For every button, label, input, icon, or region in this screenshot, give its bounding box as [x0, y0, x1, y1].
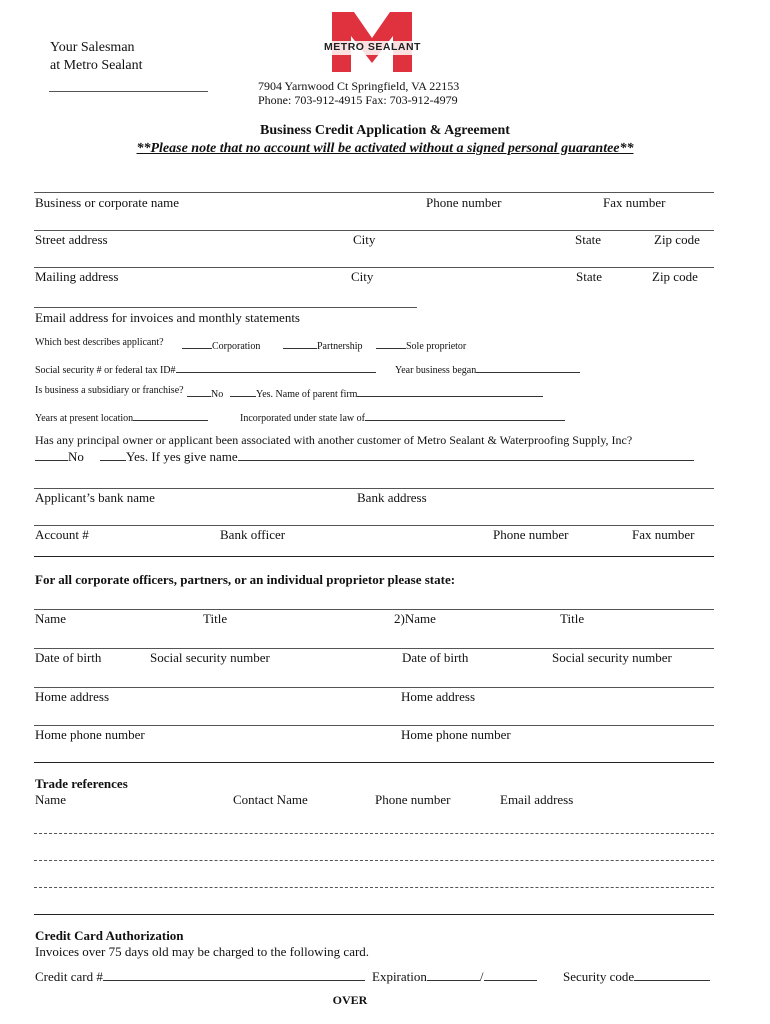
mailing-city-label: City [351, 269, 374, 284]
expiration-slash: / [479, 969, 484, 984]
trade-name-label: Name [35, 792, 67, 807]
year-began-label: Year business began [395, 365, 477, 376]
trade-email-label: Email address [500, 792, 574, 807]
business-name-label: Business or corporate name [35, 195, 180, 210]
company-address: 7904 Yarnwood Ct Springfield, VA 22153 [258, 79, 460, 93]
city-label: City [353, 232, 376, 247]
business-name-line[interactable] [34, 192, 714, 193]
bank-name-line[interactable] [34, 488, 714, 489]
years-location-label: Years at present location [35, 413, 134, 424]
section-divider-bank [34, 556, 714, 557]
credit-card-heading: Credit Card Authorization [35, 928, 184, 943]
credit-card-number-field[interactable] [35, 969, 365, 985]
trade-row-line-1[interactable] [34, 833, 714, 834]
partnership-option[interactable] [283, 337, 363, 352]
bank-address-label: Bank address [357, 490, 427, 505]
security-code-label: Security code [563, 969, 635, 984]
expiration-field[interactable] [372, 969, 537, 985]
bank-officer-label: Bank officer [220, 527, 286, 542]
bank-account-line[interactable] [34, 525, 714, 526]
officer-name-line[interactable] [34, 609, 714, 610]
parent-firm-field[interactable] [230, 385, 543, 400]
tax-id-label: Social security # or federal tax ID# [35, 365, 176, 376]
section-divider-officers [34, 762, 714, 763]
over-footer: OVER [332, 993, 368, 1007]
officer-home-line[interactable] [34, 687, 714, 688]
credit-card-number-label: Credit card # [35, 969, 103, 984]
incorporated-field[interactable] [240, 409, 565, 424]
mailing-state-label: State [576, 269, 602, 284]
trade-phone-label: Phone number [375, 792, 451, 807]
officer-name-label: Name [35, 611, 67, 626]
subsidiary-no-label: No [211, 389, 224, 400]
association-question: Has any principal owner or applicant been associated with another customer of Metro Sealant & Waterproofing Supply, Inc? [35, 433, 633, 447]
sole-proprietor-label: Sole proprietor [406, 341, 467, 352]
security-code-field[interactable] [563, 969, 710, 985]
officer-title-label: Title [203, 611, 228, 626]
partnership-label: Partnership [317, 341, 363, 352]
subsidiary-question: Is business a subsidiary or franchise? [35, 385, 184, 396]
parent-firm-label: Yes. Name of parent firm [256, 389, 358, 400]
officer-phone-label: Home phone number [35, 727, 145, 742]
corporation-label: Corporation [212, 341, 261, 352]
business-fax-label: Fax number [603, 195, 666, 210]
officer-dob-label: Date of birth [35, 650, 102, 665]
bank-fax-label: Fax number [632, 527, 695, 542]
association-yes-field[interactable] [100, 449, 694, 465]
business-phone-label: Phone number [426, 195, 502, 210]
expiration-label: Expiration [372, 969, 427, 984]
trade-row-line-3[interactable] [34, 887, 714, 888]
officer-phone-line[interactable] [34, 725, 714, 726]
bank-name-label: Applicant’s bank name [35, 490, 155, 505]
subsidiary-no-option[interactable] [187, 385, 223, 400]
officer-ssn-label: Social security number [150, 650, 270, 665]
trade-heading: Trade references [35, 776, 128, 791]
officer2-name-label: 2)Name [394, 611, 436, 626]
guarantee-notice: **Please note that no account will be activated without a signed personal guarantee** [136, 141, 634, 156]
officer2-dob-label: Date of birth [402, 650, 469, 665]
state-label: State [575, 232, 601, 247]
tax-id-field[interactable] [35, 361, 376, 376]
logo-text: METRO SEALANT [324, 41, 421, 53]
officer2-home-label: Home address [401, 689, 476, 704]
section-divider-trade [34, 914, 714, 915]
email-label: Email address for invoices and monthly statements [35, 310, 300, 325]
corporation-option[interactable] [182, 337, 260, 352]
metro-sealant-logo [305, 8, 440, 72]
zip-label: Zip code [654, 232, 700, 247]
sole-proprietor-option[interactable] [376, 337, 466, 352]
officer-home-label: Home address [35, 689, 110, 704]
years-location-field[interactable] [35, 409, 208, 424]
officer-dob-line[interactable] [34, 648, 714, 649]
association-no-option[interactable] [35, 449, 84, 465]
salesman-blank[interactable] [49, 91, 208, 92]
association-yes-label: Yes. If yes give name [126, 449, 238, 464]
salesman-label-line2: at Metro Sealant [50, 58, 143, 73]
officer2-ssn-label: Social security number [552, 650, 672, 665]
trade-contact-label: Contact Name [233, 792, 308, 807]
email-line[interactable] [34, 307, 417, 308]
officers-heading: For all corporate officers, partners, or an individual proprietor please state: [35, 572, 456, 587]
credit-card-note: Invoices over 75 days old may be charged to the following card. [35, 944, 370, 959]
salesman-label-line1: Your Salesman [50, 40, 135, 55]
trade-row-line-2[interactable] [34, 860, 714, 861]
page-title: Business Credit Application & Agreement [260, 123, 510, 138]
street-line[interactable] [34, 230, 714, 231]
bank-phone-label: Phone number [493, 527, 569, 542]
account-label: Account # [35, 527, 89, 542]
street-label: Street address [35, 232, 108, 247]
company-phone-fax: Phone: 703-912-4915 Fax: 703-912-4979 [258, 93, 458, 107]
officer2-phone-label: Home phone number [401, 727, 511, 742]
mailing-zip-label: Zip code [652, 269, 698, 284]
incorporated-label: Incorporated under state law of [240, 413, 365, 424]
m-logo-icon [305, 8, 440, 72]
officer2-title-label: Title [560, 611, 585, 626]
year-began-field[interactable] [395, 361, 580, 376]
applicant-type-question: Which best describes applicant? [35, 337, 164, 348]
association-no-label: No [68, 449, 84, 464]
mailing-label: Mailing address [35, 269, 119, 284]
mailing-line[interactable] [34, 267, 714, 268]
